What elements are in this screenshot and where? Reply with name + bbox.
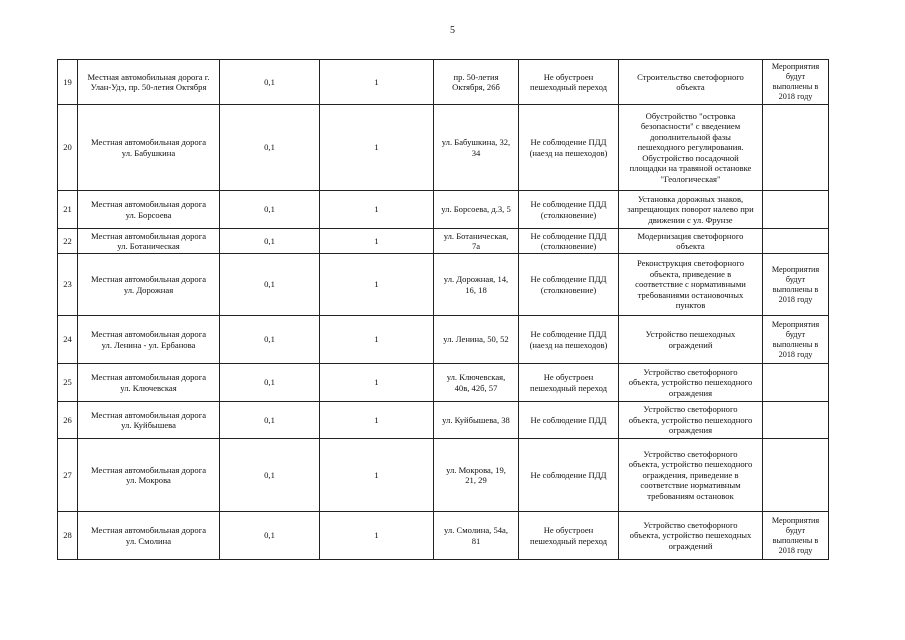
table-row (58, 316, 829, 364)
value-cell: 0,1 (220, 439, 320, 512)
value-cell: 0,1 (220, 60, 320, 105)
measure-cell: Устройство светофорного объекта, устройство пешеходного ограждения (619, 402, 763, 439)
road-name: Местная автомобильная дорога г. Улан-Удэ, пр. 50-летия Октября (78, 60, 220, 105)
row-number: 24 (58, 316, 78, 364)
count-cell: 1 (320, 402, 434, 439)
address-cell: ул. Ботаническая, 7а (434, 229, 519, 254)
table-row (58, 512, 829, 560)
road-name: Местная автомобильная дорога ул. Смолина (78, 512, 220, 560)
measure-cell: Реконструкция светофорного объекта, приведение в соответствие с нормативными требованиями остановочных пунктов (619, 254, 763, 316)
count-cell: 1 (320, 316, 434, 364)
violation-cell: Не соблюдение ПДД (519, 439, 619, 512)
count-cell: 1 (320, 191, 434, 229)
address-cell: ул. Дорожная, 14, 16, 18 (434, 254, 519, 316)
road-name: Местная автомобильная дорога ул. Ленина - ул. Ербанова (78, 316, 220, 364)
road-name: Местная автомобильная дорога ул. Дорожная (78, 254, 220, 316)
value-cell: 0,1 (220, 364, 320, 402)
address-cell: ул. Смолина, 54а, 81 (434, 512, 519, 560)
table-row (58, 60, 829, 105)
violation-cell: Не соблюдение ПДД (столкновение) (519, 254, 619, 316)
violation-cell: Не соблюдение ПДД (наезд на пешеходов) (519, 316, 619, 364)
violation-cell: Не соблюдение ПДД (519, 402, 619, 439)
value-cell: 0,1 (220, 512, 320, 560)
value-cell: 0,1 (220, 254, 320, 316)
note-cell: Мероприятия будут выполнены в 2018 году (763, 60, 829, 105)
note-cell (763, 402, 829, 439)
road-name: Местная автомобильная дорога ул. Куйбышева (78, 402, 220, 439)
violation-cell: Не соблюдение ПДД (столкновение) (519, 229, 619, 254)
measure-cell: Устройство светофорного объекта, устройство пешеходного ограждения, приведение в соответствие нормативным требованиям остановок (619, 439, 763, 512)
value-cell: 0,1 (220, 191, 320, 229)
address-cell: ул. Бабушкина, 32, 34 (434, 105, 519, 191)
row-number: 20 (58, 105, 78, 191)
row-number: 28 (58, 512, 78, 560)
violation-cell: Не соблюдение ПДД (столкновение) (519, 191, 619, 229)
row-number: 22 (58, 229, 78, 254)
measure-cell: Модернизация светофорного объекта (619, 229, 763, 254)
value-cell: 0,1 (220, 316, 320, 364)
registry-table (57, 59, 829, 560)
measure-cell: Устройство пешеходных ограждений (619, 316, 763, 364)
note-cell: Мероприятия будут выполнены в 2018 году (763, 254, 829, 316)
table-row (58, 364, 829, 402)
note-cell (763, 191, 829, 229)
row-number: 23 (58, 254, 78, 316)
table-row (58, 105, 829, 191)
road-name: Местная автомобильная дорога ул. Борсоева (78, 191, 220, 229)
table-row (58, 229, 829, 254)
count-cell: 1 (320, 512, 434, 560)
note-cell (763, 105, 829, 191)
row-number: 19 (58, 60, 78, 105)
violation-cell: Не обустроен пешеходный переход (519, 364, 619, 402)
row-number: 25 (58, 364, 78, 402)
table-row (58, 254, 829, 316)
count-cell: 1 (320, 364, 434, 402)
count-cell: 1 (320, 254, 434, 316)
note-cell: Мероприятия будут выполнены в 2018 году (763, 316, 829, 364)
count-cell: 1 (320, 229, 434, 254)
note-cell: Мероприятия будут выполнены в 2018 году (763, 512, 829, 560)
count-cell: 1 (320, 60, 434, 105)
measure-cell: Обустройство "островка безопасности" с введением дополнительной фазы пешеходного регулирования. Обустройство посадочной площадки на травяной остановке "Геологическая" (619, 105, 763, 191)
note-cell (763, 229, 829, 254)
address-cell: ул. Куйбышева, 38 (434, 402, 519, 439)
violation-cell: Не обустроен пешеходный переход (519, 60, 619, 105)
value-cell: 0,1 (220, 402, 320, 439)
count-cell: 1 (320, 105, 434, 191)
measure-cell: Устройство светофорного объекта, устройство пешеходных ограждений (619, 512, 763, 560)
address-cell: пр. 50-летия Октября, 26б (434, 60, 519, 105)
value-cell: 0,1 (220, 229, 320, 254)
violation-cell: Не обустроен пешеходный переход (519, 512, 619, 560)
address-cell: ул. Ключевская, 40в, 42б, 57 (434, 364, 519, 402)
note-cell (763, 364, 829, 402)
address-cell: ул. Ленина, 50, 52 (434, 316, 519, 364)
page-number: 5 (450, 25, 455, 36)
count-cell: 1 (320, 439, 434, 512)
address-cell: ул. Борсоева, д.3, 5 (434, 191, 519, 229)
address-cell: ул. Мокрова, 19, 21, 29 (434, 439, 519, 512)
road-name: Местная автомобильная дорога ул. Мокрова (78, 439, 220, 512)
road-name: Местная автомобильная дорога ул. Ботаническая (78, 229, 220, 254)
row-number: 21 (58, 191, 78, 229)
violation-cell: Не соблюдение ПДД (наезд на пешеходов) (519, 105, 619, 191)
table-row (58, 402, 829, 439)
row-number: 27 (58, 439, 78, 512)
road-name: Местная автомобильная дорога ул. Бабушкина (78, 105, 220, 191)
measure-cell: Строительство светофорного объекта (619, 60, 763, 105)
value-cell: 0,1 (220, 105, 320, 191)
table-row (58, 191, 829, 229)
row-number: 26 (58, 402, 78, 439)
measure-cell: Установка дорожных знаков, запрещающих поворот налево при движении с ул. Фрунзе (619, 191, 763, 229)
road-name: Местная автомобильная дорога ул. Ключевская (78, 364, 220, 402)
note-cell (763, 439, 829, 512)
table-row (58, 439, 829, 512)
measure-cell: Устройство светофорного объекта, устройство пешеходного ограждения (619, 364, 763, 402)
